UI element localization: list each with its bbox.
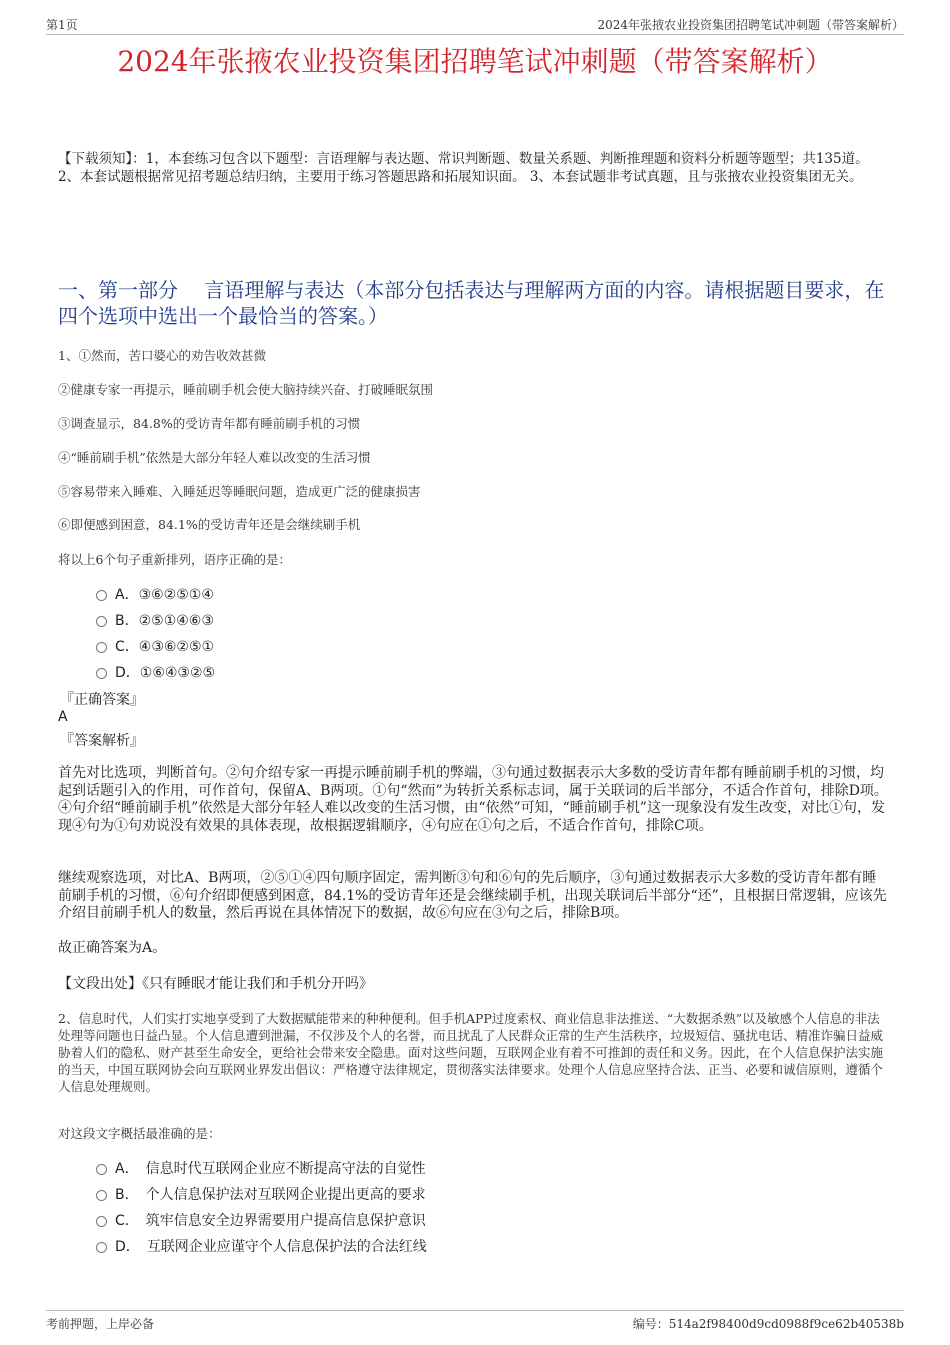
page-footer xyxy=(46,1310,904,1333)
q1-line-5: ⑤容易带来入睡难、入睡延迟等睡眠问题，造成更广泛的健康损害 xyxy=(58,484,421,499)
q2-option-c[interactable] xyxy=(96,1210,426,1232)
radio-icon[interactable] xyxy=(96,1216,107,1227)
q1-option-a[interactable] xyxy=(96,584,214,606)
radio-icon[interactable] xyxy=(96,642,107,653)
q1-option-d[interactable] xyxy=(96,662,215,684)
q1-line-2: ②健康专家一再提示，睡前刷手机会使大脑持续兴奋、打破睡眠氛围 xyxy=(58,382,434,397)
q1-option-c[interactable] xyxy=(96,636,214,658)
footer-doc-id: 编号：514a2f98400d9cd0988f9ce62b40538b xyxy=(632,1317,904,1331)
download-notice: 【下载须知】：1，本套练习包含以下题型：言语理解与表达题、常识判断题、数量关系题、判断推理题和资料分析题等题型；共135道。 2、本套试题根据常见招考题总结归纳，主要用于练习答题思路和拓展知识面。 3、本套试题非考试真题，且与张掖农业投资集团无关。 xyxy=(58,151,869,185)
analysis-paragraph-2: 继续观察选项，对比A、B两项，②⑤①④四句顺序固定，需判断③句和⑥句的先后顺序，③句通过数据表示大多数的受访青年都有睡前刷手机的习惯，⑥句介绍即便感到困意，84.1%的受访青年还是会继续刷手机，出现关联词后半部分“还”，且根据日常逻辑，应该先介绍目前刷手机人的数量，然后再说在具体情况下的数据，故⑥句应在③句之后，排除B项。 xyxy=(58,870,887,921)
q2-option-d[interactable] xyxy=(96,1236,427,1258)
q1-line-1: 1、①然而，苦口婆心的劝告收效甚微 xyxy=(58,348,266,363)
radio-icon[interactable] xyxy=(96,1242,107,1253)
document-title: 2024年张掖农业投资集团招聘笔试冲刺题（带答案解析） xyxy=(117,45,833,78)
page-number: 第1页 xyxy=(46,18,78,32)
analysis-paragraph-1: 首先对比选项，判断首句。②句介绍专家一再提示睡前刷手机的弊端，③句通过数据表示大多数的受访青年都有睡前刷手机的习惯，均起到话题引入的作用，可作首句，保留A、B两项。①句“然而”为转折关系标志词，属于关联词的后半部分，不适合作首句，排除D项。④句介绍“睡前刷手机”依然是大部分年轻人难以改变的生活习惯，由“依然”可知，“睡前刷手机”这一现象没有发生改变，对比①句，发现④句为①句劝说没有效果的具体表现，故根据逻辑顺序，④句应在①句之后，不适合作首句，排除C项。 xyxy=(58,765,888,834)
page-header xyxy=(46,14,904,35)
q1-line-4: ④“睡前刷手机”依然是大部分年轻人难以改变的生活习惯 xyxy=(58,450,371,465)
q1-option-a-label: A．③⑥②⑤①④ xyxy=(115,587,214,603)
correct-answer-label: 『正确答案』 xyxy=(60,692,144,708)
q2-option-a[interactable] xyxy=(96,1158,426,1180)
q1-option-b[interactable] xyxy=(96,610,214,632)
q2-option-b-label: B． 个人信息保护法对互联网企业提出更高的要求 xyxy=(115,1187,426,1203)
header-doc-title: 2024年张掖农业投资集团招聘笔试冲刺题（带答案解析） xyxy=(597,18,904,32)
analysis-conclusion: 故正确答案为A。 xyxy=(58,940,167,956)
q2-stem: 2、信息时代，人们实打实地享受到了大数据赋能带来的种种便利。但手机APP过度索权、商业信息非法推送、“大数据杀熟”以及敏感个人信息的非法处理等问题也日益凸显。个人信息遭到泄漏，不仅涉及个人的名誉，而且扰乱了人民群众正常的生产生活秩序，垃圾短信、骚扰电话、精准诈骗日益威胁着人们的隐私、财产甚至生命安全，更给社会带来安全隐患。面对这些问题，互联网企业有着不可推卸的责任和义务。因此，在个人信息保护法实施的当天，中国互联网协会向互联网业界发出倡议：严格遵守法律规定，贯彻落实法律要求。处理个人信息应坚持合法、正当、必要和诚信原则，遵循个人信息处理规则。 xyxy=(58,1011,884,1094)
section-heading: 一、第一部分 言语理解与表达（本部分包括表达与理解两方面的内容。请根据题目要求，在四个选项中选出一个最恰当的答案。） xyxy=(58,278,885,328)
radio-icon[interactable] xyxy=(96,1164,107,1175)
q1-option-c-label: C．④③⑥②⑤① xyxy=(115,639,215,655)
q1-line-3: ③调查显示，84.8%的受访青年都有睡前刷手机的习惯 xyxy=(58,416,361,431)
q2-prompt: 对这段文字概括最准确的是： xyxy=(58,1126,221,1141)
radio-icon[interactable] xyxy=(96,590,107,601)
radio-icon[interactable] xyxy=(96,1190,107,1201)
passage-source: 【文段出处】《只有睡眠才能让我们和手机分开吗》 xyxy=(58,976,373,992)
q2-option-d-label: D． 互联网企业应谨守个人信息保护法的合法红线 xyxy=(115,1239,427,1255)
q2-option-b[interactable] xyxy=(96,1184,426,1206)
answer-analysis-label: 『答案解析』 xyxy=(60,733,144,749)
q2-option-c-label: C． 筑牢信息安全边界需要用户提高信息保护意识 xyxy=(115,1213,426,1229)
correct-answer: A xyxy=(58,709,68,725)
q1-prompt: 将以上6个句子重新排列，语序正确的是： xyxy=(58,552,291,567)
q1-option-b-label: B．②⑤①④⑥③ xyxy=(115,613,214,629)
q2-option-a-label: A． 信息时代互联网企业应不断提高守法的自觉性 xyxy=(115,1161,426,1177)
radio-icon[interactable] xyxy=(96,668,107,679)
radio-icon[interactable] xyxy=(96,616,107,627)
q1-option-d-label: D．①⑥④③②⑤ xyxy=(115,665,216,681)
footer-slogan: 考前押题，上岸必备 xyxy=(46,1317,155,1331)
q1-line-6: ⑥即便感到困意，84.1%的受访青年还是会继续刷手机 xyxy=(58,517,361,532)
